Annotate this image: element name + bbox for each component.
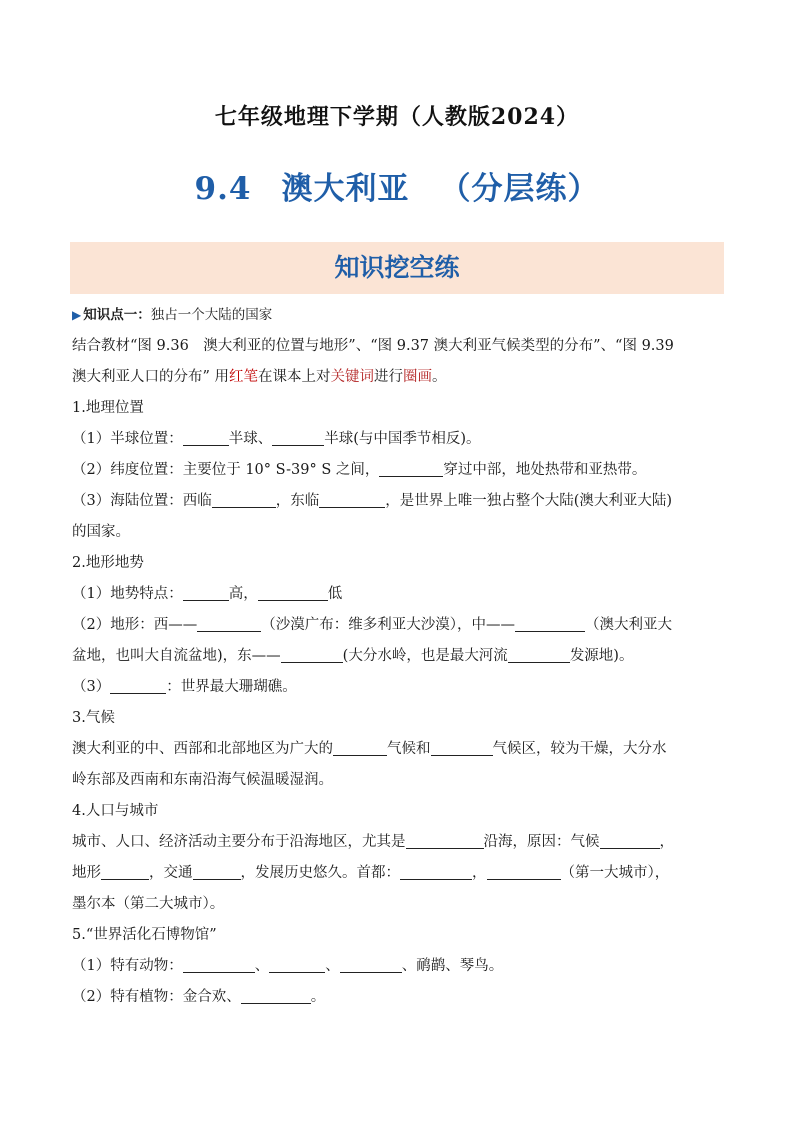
- answer-blank[interactable]: [258, 584, 328, 601]
- answer-blank[interactable]: [406, 832, 484, 849]
- knowledge-point-text: 独占一个大陆的国家: [150, 307, 273, 323]
- page-title: 七年级地理下学期（人教版2024）: [214, 104, 580, 130]
- question-text: 发源地)。: [569, 648, 634, 664]
- question-text: （3）海陆位置：西临: [72, 493, 212, 509]
- question-text: ，: [472, 865, 487, 881]
- question-latitude: [72, 455, 724, 486]
- question-text: 、: [254, 958, 270, 974]
- triangle-bullet-icon: ▶: [72, 308, 82, 322]
- question-text: （2）纬度位置：主要位于 10° S-39° S 之间，: [72, 462, 380, 478]
- question-text: 澳大利亚的中、西部和北部地区为广大的: [72, 741, 333, 757]
- question-text: 气候和: [387, 741, 431, 757]
- question-text: 城市、人口、经济活动主要分布于沿海地区，尤其是: [72, 834, 406, 850]
- question-text: ，发展历史悠久。首都：: [240, 865, 400, 881]
- worksheet-content: [72, 300, 724, 1013]
- question-text: 高，: [228, 586, 258, 602]
- lesson-name: 澳大利亚: [281, 171, 410, 207]
- question-text: 低: [327, 586, 343, 602]
- question-plants: [72, 982, 724, 1013]
- question-text: （3）: [72, 679, 111, 695]
- question-text: （第一大城市），: [560, 865, 670, 881]
- question-text: 、鸸鹋、琴鸟。: [401, 958, 504, 974]
- answer-blank[interactable]: [333, 739, 387, 756]
- question-landforms: [72, 610, 724, 641]
- question-text: ：世界最大珊瑚礁。: [166, 679, 297, 695]
- answer-blank[interactable]: [193, 863, 241, 880]
- answer-blank[interactable]: [508, 646, 570, 663]
- circle-keyword: 圈画: [403, 369, 433, 385]
- question-text: 、: [325, 958, 340, 974]
- answer-blank[interactable]: [272, 429, 324, 446]
- intro-text: 进行: [374, 369, 404, 385]
- question-text: 半球(与中国季节相反)。: [324, 431, 481, 447]
- question-text: ，东临: [275, 493, 320, 509]
- question-text: （1）特有动物：: [72, 958, 183, 974]
- answer-blank[interactable]: [269, 956, 325, 973]
- intro-line-1: 结合教材“图 9.36 澳大利亚的位置与地形”、“图 9.37 澳大利亚气候类型的分布”、“图 9.39: [72, 338, 674, 354]
- question-text: 穿过中部，地处热带和亚热带。: [443, 462, 647, 478]
- question-landforms-cont: [72, 641, 724, 672]
- question-hemisphere: [72, 424, 724, 455]
- question-text: 盆地，也叫大自流盆地)，东——: [72, 648, 281, 664]
- question-text: ，: [659, 834, 674, 850]
- question-population: [72, 827, 724, 858]
- question-text: （1）地势特点：: [72, 586, 183, 602]
- section-heading-fossil-museum: 5.“世界活化石博物馆”: [72, 927, 217, 943]
- section-banner: [70, 242, 724, 294]
- answer-blank[interactable]: [197, 615, 261, 632]
- question-text: 气候区，较为干燥，大分水: [492, 741, 667, 757]
- section-heading-population: 4.人口与城市: [72, 803, 159, 819]
- answer-blank[interactable]: [340, 956, 402, 973]
- question-text: 半球、: [228, 431, 273, 447]
- question-climate: [72, 734, 724, 765]
- answer-blank[interactable]: [431, 739, 493, 756]
- lesson-number: 9.4: [194, 171, 252, 207]
- intro-text: 澳大利亚人口的分布” 用: [72, 369, 230, 385]
- question-text: （2）特有植物：金合欢、: [72, 989, 241, 1005]
- intro-text: 在课本上对: [258, 369, 331, 385]
- question-text: ，交通: [149, 865, 193, 881]
- answer-blank[interactable]: [487, 863, 561, 880]
- question-text: 沿海，原因：气候: [483, 834, 600, 850]
- intro-text: 。: [432, 369, 447, 385]
- question-animals: [72, 951, 724, 982]
- answer-blank[interactable]: [183, 429, 229, 446]
- answer-blank[interactable]: [515, 615, 585, 632]
- answer-blank[interactable]: [319, 491, 385, 508]
- question-coral-reef: [72, 672, 724, 703]
- question-text: （2）地形：西——: [72, 617, 198, 633]
- keywords-keyword: 关键词: [330, 369, 375, 385]
- lesson-title: [0, 163, 794, 208]
- question-population-cont: [72, 858, 724, 889]
- question-text: (大分水岭，也是最大河流: [342, 648, 508, 664]
- knowledge-point-prefix: 知识点一：: [83, 307, 151, 323]
- question-text: （1）半球位置：: [72, 431, 183, 447]
- question-sea-land: [72, 486, 724, 517]
- question-text: （澳大利亚大: [584, 617, 672, 633]
- answer-blank[interactable]: [241, 987, 311, 1004]
- answer-blank[interactable]: [101, 863, 149, 880]
- question-text: ，是世界上唯一独占整个大陆(澳大利亚大陆): [385, 493, 673, 509]
- knowledge-point-heading: [72, 300, 724, 331]
- section-banner-label: 知识挖空练: [334, 253, 460, 282]
- answer-blank[interactable]: [281, 646, 343, 663]
- section-heading-climate: 3.气候: [72, 710, 115, 726]
- intro-line-2: [72, 362, 724, 393]
- answer-blank[interactable]: [110, 677, 166, 694]
- answer-blank[interactable]: [400, 863, 472, 880]
- question-climate-cont: 岭东部及西南和东南沿海气候温暖湿润。: [72, 772, 333, 788]
- answer-blank[interactable]: [183, 584, 229, 601]
- question-text: 。: [310, 989, 326, 1005]
- question-text: （沙漠广布：维多利亚大沙漠），中——: [261, 617, 515, 633]
- question-sea-land-cont: 的国家。: [72, 524, 130, 540]
- answer-blank[interactable]: [183, 956, 255, 973]
- question-population-cont-2: 墨尔本（第二大城市）。: [72, 896, 225, 912]
- answer-blank[interactable]: [212, 491, 276, 508]
- section-heading-terrain: 2.地形地势: [72, 555, 144, 571]
- section-heading-location: 1.地理位置: [72, 400, 144, 416]
- answer-blank[interactable]: [600, 832, 660, 849]
- red-pen-keyword: 红笔: [229, 369, 259, 385]
- question-terrain-feature: [72, 579, 724, 610]
- question-text: 地形: [72, 865, 101, 881]
- answer-blank[interactable]: [379, 460, 443, 477]
- lesson-tag: （分层练）: [439, 171, 600, 207]
